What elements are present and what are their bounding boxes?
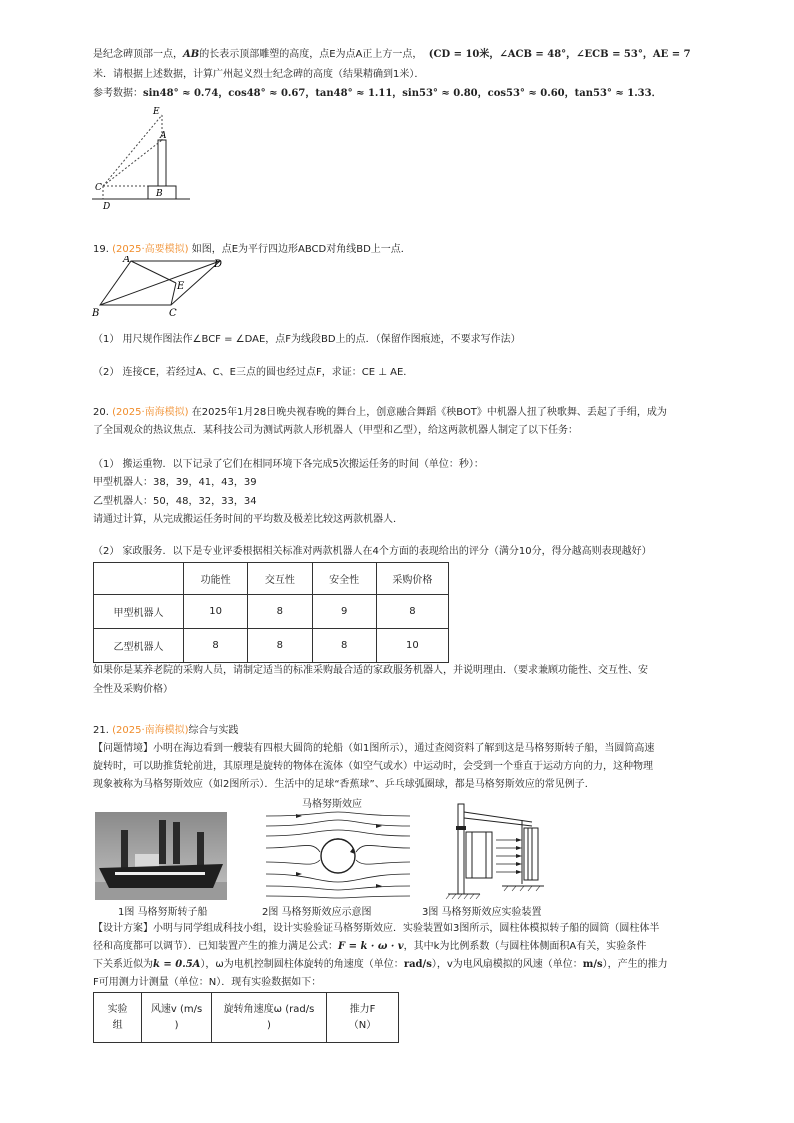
q20-part1-ask: 请通过计算，从完成搬运任务时间的平均数及极差比较这两款机器人．	[93, 514, 403, 525]
fig2-caption: 2图 马格努斯效应示意图	[262, 907, 372, 918]
label-c: C	[95, 183, 102, 193]
q21-header: 21. (2025·南海模拟)综合与实践	[93, 725, 239, 736]
q20-source: (2025·南海模拟)	[112, 407, 189, 418]
q18-given: (CD = 10米，∠ACB = 48°，∠ECB = 53°，AE = 7	[428, 49, 691, 60]
label-e: E	[177, 281, 185, 292]
q20-stem1: 20. (2025·南海模拟) 在2025年1月28日晚央视春晚的舞台上，创意融合舞蹈《秧BOT》中机器人扭了秧歌舞、丢起了手绢，成为	[93, 407, 667, 418]
q21-p2: 旋转时，可以助推货轮前进，其原理是旋转的物体在流体（如空气或水）中运动时，会受到一个垂直于运动方向的力，这种物理	[93, 761, 653, 772]
q20-after2: 全性及采购价格）	[93, 684, 173, 695]
q21-p3: 现象被称为马格努斯效应（如2图所示）．生活中的足球“香蕉球”、乒乓球弧圈球，都是马格努斯效应的常见例子．	[93, 779, 595, 790]
table-header-row: 实验 组 风速v (m/s ) 旋转角速度ω (rad/s ) 推力F （N）	[94, 993, 399, 1043]
q20-part2-title: （2） 家政服务．以下是专业评委根据相关标准对两款机器人在4个方面的表现给出的评分（满分10分，得分越高则表现越好）	[93, 546, 652, 557]
rotor-ship-photo	[95, 812, 227, 900]
thrust-formula: F = k · ω · v	[338, 941, 404, 952]
q20-stem2: 了全国观众的热议焦点．某科技公司为测试两款人形机器人（甲型和乙型），给这两款机器人制定了以下任务：	[93, 425, 578, 436]
label-d: D	[214, 259, 223, 270]
label-b: B	[92, 308, 100, 318]
q21-d1: 【设计方案】小明与同学组成科技小组，设计实验验证马格努斯效应．实验装置如3图所示，圆柱体模拟转子船的圆筒（圆柱体半	[93, 923, 660, 934]
label-d: D	[103, 202, 111, 212]
fig1-caption: 1图 马格努斯转子船	[118, 907, 208, 918]
label-a: A	[123, 256, 131, 265]
fig3-caption: 3图 马格努斯效应实验装置	[422, 907, 542, 918]
q18-figure	[90, 102, 195, 212]
experiment-apparatus	[440, 802, 550, 900]
magnus-diagram	[262, 808, 414, 900]
label-c: C	[169, 308, 177, 318]
label-b: B	[156, 189, 163, 199]
q21-source: (2025·南海模拟)	[112, 725, 189, 736]
q21-p1: 【问题情境】小明在海边看到一艘装有四根大圆筒的轮船（如1图所示），通过查阅资料了解到这是马格努斯转子船，当圆筒高速	[93, 743, 655, 754]
table-row: 乙型机器人 8 8 8 10	[94, 629, 449, 663]
q21-d4: F可用测力计测量（单位：N）．现有实验数据如下：	[93, 977, 322, 988]
table-header-row: 功能性 交互性 安全性 采购价格	[94, 563, 449, 595]
fig2-title: 马格努斯效应	[302, 799, 362, 810]
q19-stem: 19. (2025·高要模拟) 如图，点E为平行四边形ABCD对角线BD上一点．	[93, 244, 411, 255]
q19-source: (2025·高要模拟)	[112, 244, 189, 255]
table-row: 甲型机器人 10 8 9 8	[94, 595, 449, 629]
q21-data-table	[93, 992, 399, 1043]
label-e: E	[153, 107, 160, 117]
q21-d2: 径和高度都可以调节）．已知装置产生的推力满足公式：F = k · ω · v，其中k为比例系数（与圆柱体侧面积A有关，实验条件	[93, 941, 647, 952]
q18-line2: 米．请根据上述数据，计算广州起义烈士纪念碑的高度（结果精确到1米）．	[93, 69, 425, 80]
q20-yi: 乙型机器人：50，48，32，33，34	[93, 496, 257, 507]
label-a: A	[160, 131, 167, 141]
q20-jia: 甲型机器人：38，39，41，43，39	[93, 477, 257, 488]
q21-d3: 下关系近似为k = 0.5A），ω为电机控制圆柱体旋转的角速度（单位：rad/s），v为电风扇模拟的风速（单位：m/s），产生的推力	[93, 959, 668, 970]
q18-line1: 是纪念碑顶部一点，AB的长表示顶部雕塑的高度，点E为点A正上方一点， (CD = 10米，∠ACB = 48°，∠ECB = 53°，AE = 7	[93, 49, 691, 60]
q20-score-table	[93, 562, 449, 663]
q19-part2: （2） 连接CE，若经过A、C、E三点的圆也经过点F，求证：CE ⊥ AE．	[93, 367, 414, 378]
q19-part1: （1） 用尺规作图法作∠BCF = ∠DAE，点F为线段BD上的点．（保留作图痕迹，不要求写作法）	[93, 334, 521, 345]
q20-after1: 如果你是某养老院的采购人员，请制定适当的标准采购最合适的家政服务机器人，并说明理由．（要求兼顾功能性、交互性、安	[93, 665, 648, 676]
q19-figure	[90, 256, 230, 318]
q18-ref-data: 参考数据：sin48° ≈ 0.74，cos48° ≈ 0.67，tan48° ≈ 1.11，sin53° ≈ 0.80，cos53° ≈ 0.60，tan53° ≈ 1.33．	[93, 88, 662, 99]
q20-part1-title: （1） 搬运重物．以下记录了它们在相同环境下各完成5次搬运任务的时间（单位：秒）：	[93, 459, 484, 470]
